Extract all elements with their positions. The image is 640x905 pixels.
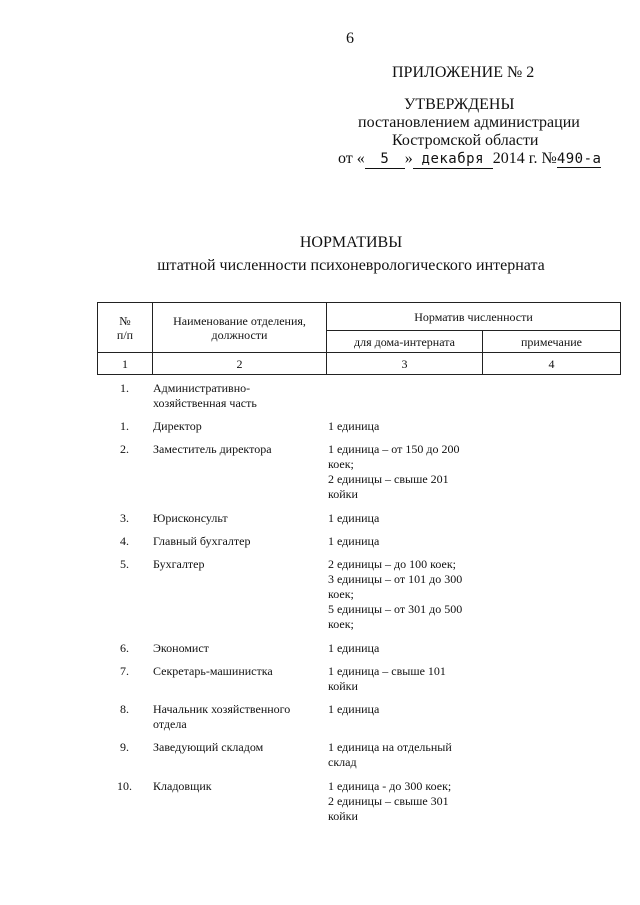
- row-norm: 1 единица: [328, 511, 380, 525]
- header-table: [97, 302, 621, 375]
- date-month: декабря: [413, 150, 493, 169]
- row-norm: 1 единица – свыше 101 койки: [328, 664, 446, 693]
- col-norm-header: Норматив численности: [327, 303, 621, 331]
- col-num-header: № п/п: [98, 303, 153, 353]
- row-norm: 1 единица: [328, 702, 380, 716]
- col-note-header: примечание: [483, 331, 621, 353]
- page-number: 6: [346, 30, 354, 47]
- row-number: 4.: [120, 534, 129, 548]
- date-day: 5: [365, 150, 405, 169]
- row-number: 3.: [120, 511, 129, 525]
- doc-title: НОРМАТИВЫ: [299, 234, 403, 251]
- row-norm: 1 единица: [328, 419, 380, 433]
- decree-number: 490-а: [556, 151, 602, 167]
- approval-date-line: [338, 150, 628, 169]
- approval-line2: Костромской области: [392, 132, 539, 149]
- row-number: 1.: [120, 381, 129, 395]
- row-norm: 1 единица – от 150 до 200 коек; 2 единицы – свыше 201 койки: [328, 442, 460, 501]
- appendix-label: ПРИЛОЖЕНИЕ № 2: [392, 64, 535, 81]
- row-name: Главный бухгалтер: [153, 534, 251, 548]
- row-number: 1.: [120, 419, 129, 433]
- row-norm: 1 единица - до 300 коек; 2 единицы – свыше 301 койки: [328, 779, 452, 823]
- row-name: Экономист: [153, 641, 209, 655]
- col-name-header: Наименование отделения, должности: [153, 303, 327, 353]
- index-cell: 2: [153, 353, 327, 375]
- date-prefix: от «: [338, 150, 365, 167]
- row-name: Заместитель директора: [153, 442, 272, 456]
- row-number: 9.: [120, 740, 129, 754]
- doc-subtitle: штатной численности психоневрологического интерната: [157, 257, 545, 274]
- index-cell: 4: [483, 353, 621, 375]
- col-norm-home-header: для дома-интерната: [327, 331, 483, 353]
- date-year: 2014 г. №: [492, 150, 557, 167]
- row-number: 7.: [120, 664, 129, 678]
- row-norm: 1 единица: [328, 534, 380, 548]
- date-mid: »: [404, 150, 413, 167]
- row-name: Кладовщик: [153, 779, 212, 793]
- index-cell: 3: [327, 353, 483, 375]
- row-norm: 1 единица: [328, 641, 380, 655]
- row-norm: 2 единицы – до 100 коек; 3 единицы – от 101 до 300 коек; 5 единицы – от 301 до 500 коек;: [328, 557, 463, 631]
- row-number: 6.: [120, 641, 129, 655]
- row-name: Начальник хозяйственного отдела: [153, 702, 291, 731]
- approval-title: УТВЕРЖДЕНЫ: [404, 96, 515, 113]
- row-name: Административно- хозяйственная часть: [153, 381, 257, 410]
- row-name: Заведующий складом: [153, 740, 264, 754]
- row-number: 5.: [120, 557, 129, 571]
- row-name: Секретарь-машинистка: [153, 664, 273, 678]
- row-name: Бухгалтер: [153, 557, 205, 571]
- row-norm: 1 единица на отдельный склад: [328, 740, 452, 769]
- row-name: Директор: [153, 419, 202, 433]
- approval-line1: постановлением администрации: [358, 114, 580, 131]
- row-number: 10.: [117, 779, 132, 793]
- row-name: Юрисконсульт: [153, 511, 228, 525]
- row-number: 8.: [120, 702, 129, 716]
- index-cell: 1: [98, 353, 153, 375]
- row-number: 2.: [120, 442, 129, 456]
